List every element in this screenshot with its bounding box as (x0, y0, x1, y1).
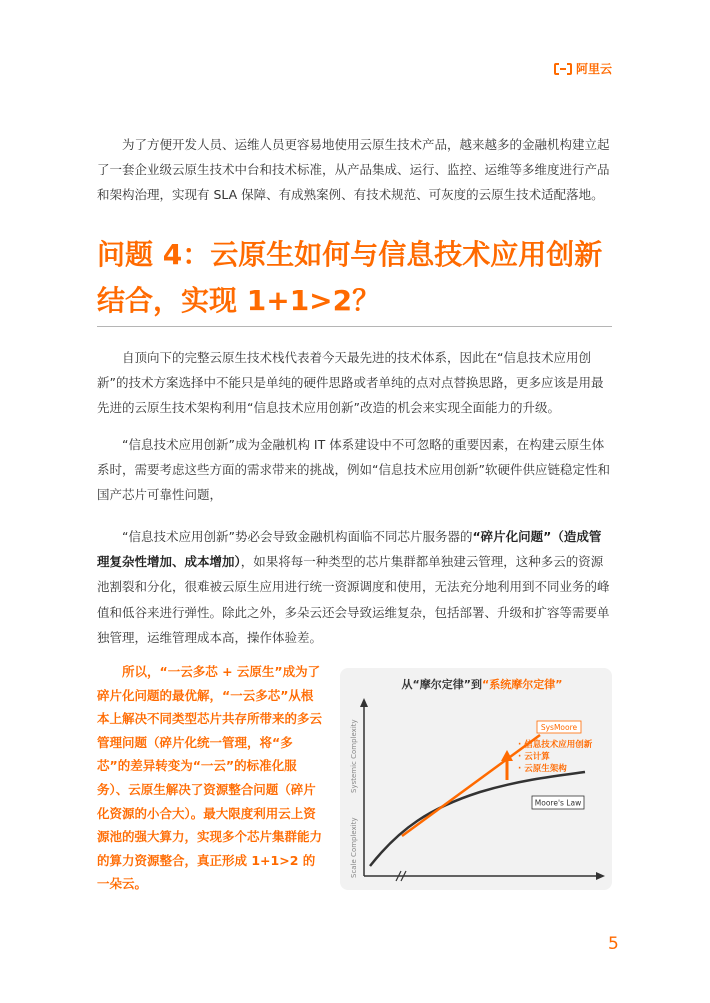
chart-bullet-3: · 云原生架构 (518, 764, 567, 774)
page-number: 5 (608, 934, 619, 954)
intro-paragraph: 为了方便开发人员、运维人员更容易地使用云原生技术产品，越来越多的金融机构建立起了一套企业级云原生技术中台和技术标准，从产品集成、运行、监控、运维等多维度进行产品和架构治理，实现有 SLA 保障、有成熟案例、有技术规范、可灰度的云原生技术适配落地。 (97, 137, 610, 203)
y-label-bottom: Scale Complexity (350, 817, 358, 878)
brand-logo (554, 60, 612, 77)
highlight-paragraph: 所以，“一云多芯 + 云原生”成为了碎片化问题的最优解，“一云多芯”从根本上解决不同类型芯片共存所带来的多云管理问题（碎片化统一管理，将“多芯”的差异转变为“一云”的标准化服务）、云原生解决了资源整合问题（碎片化资源的小合大）。最大限度利用云上资源池的强大算力，实现多个芯片集群能力的算力资源整合，真正形成 1+1>2 的一朵云。 (97, 664, 323, 892)
y-axis-arrowhead (360, 698, 368, 707)
paragraph-3-bold: “碎片化问题”（造成管理复杂性增加、成本增加） (97, 529, 602, 570)
y-label-top: Systemic Complexity (350, 719, 358, 793)
heading-divider (97, 326, 612, 327)
chart-title-part-c: 到 (471, 678, 482, 691)
moore-law-curve (370, 772, 585, 866)
chart-title-part-d: “系统摩尔定律” (482, 678, 563, 691)
section-heading (97, 232, 617, 324)
moore-law-chart-svg (340, 668, 612, 890)
paragraph-3 (97, 524, 612, 650)
paragraph-3-text-b: ，如果将每一种类型的芯片集群都单独建云管理，这种多云的资源池割裂和分化，很难被云原生应用进行统一资源调度和使用，无法充分地利用到不同业务的峰值和低谷来进行弹性。除此之外，多朵云还会导致运维复杂，包括部署、升级和扩容等需要单独管理，运维管理成本高，操作体验差。 (97, 554, 610, 645)
chart-title (402, 677, 563, 691)
sysmoore-line (402, 735, 540, 836)
chart-bullet-2: · 云计算 (518, 752, 550, 762)
sysmoore-label: SysMoore (540, 723, 578, 732)
moore-law-chart (340, 668, 612, 890)
paragraph-2: “信息技术应用创新”成为金融机构 IT 体系建设中不可忽略的重要因素，在构建云原生体系时，需要考虑这些方面的需求带来的挑战，例如“信息技术应用创新”软硬件供应链稳定性和国产芯片可靠性问题， (97, 437, 610, 503)
x-axis-arrowhead (596, 872, 605, 880)
alibaba-cloud-logo-icon (554, 63, 572, 75)
chart-title-part-a: 从 (401, 678, 413, 691)
section-heading-line1: 问题 4：云原生如何与信息技术应用创新 (97, 238, 603, 271)
paragraph-3-text-a: “信息技术应用创新”势必会导致金融机构面临不同芯片服务器的 (122, 529, 473, 544)
chart-title-part-b: “摩尔定律” (412, 678, 471, 691)
brand-logo-text: 阿里云 (576, 62, 613, 76)
paragraph-1: 自顶向下的完整云原生技术栈代表着今天最先进的技术体系，因此在“信息技术应用创新”的技术方案选择中不能只是单纯的硬件思路或者单纯的点对点替换思路，更多应该是用最先进的云原生技术架构利用“信息技术应用创新”改造的机会来实现全面能力的升级。 (97, 350, 604, 416)
section-heading-line2: 结合，实现 1+1>2？ (97, 284, 381, 317)
chart-bullet-1: · 信息技术应用创新 (518, 740, 593, 750)
moore-law-label: Moore's Law (534, 798, 582, 808)
